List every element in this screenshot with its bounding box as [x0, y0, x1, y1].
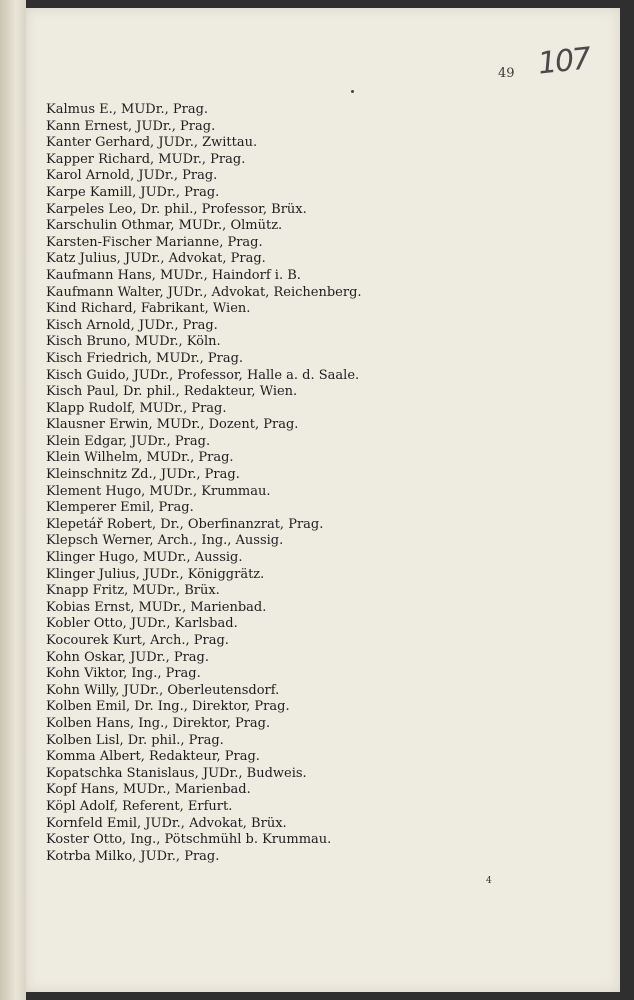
- list-item: Klemperer Emil, Prag.: [46, 500, 194, 516]
- list-item: Kotrba Milko, JUDr., Prag.: [46, 848, 220, 864]
- page-number: 49: [498, 66, 515, 81]
- list-item: Karpe Kamill, JUDr., Prag.: [46, 184, 220, 200]
- list-item: Kisch Bruno, MUDr., Köln.: [46, 334, 221, 350]
- handwritten-number: 107: [536, 41, 591, 82]
- signature-mark: 4: [486, 876, 492, 886]
- list-item: Komma Albert, Redakteur, Prag.: [46, 749, 260, 765]
- list-item: Kaufmann Hans, MUDr., Haindorf i. B.: [46, 267, 301, 283]
- list-item: Kapper Richard, MUDr., Prag.: [46, 151, 246, 167]
- list-item: Kohn Oskar, JUDr., Prag.: [46, 649, 210, 665]
- list-item: Kanter Gerhard, JUDr., Zwittau.: [46, 135, 258, 151]
- list-item: Kleinschnitz Zd., JUDr., Prag.: [46, 467, 240, 483]
- document-page: [26, 8, 620, 992]
- list-item: Kaufmann Walter, JUDr., Advokat, Reichenberg.: [46, 284, 362, 300]
- list-item: Kann Ernest, JUDr., Prag.: [46, 118, 216, 134]
- list-item: Kornfeld Emil, JUDr., Advokat, Brüx.: [46, 815, 287, 831]
- list-item: Kohn Viktor, Ing., Prag.: [46, 666, 201, 682]
- list-item: Klein Wilhelm, MUDr., Prag.: [46, 450, 234, 466]
- list-item: Kobler Otto, JUDr., Karlsbad.: [46, 616, 238, 632]
- list-item: Kolben Emil, Dr. Ing., Direktor, Prag.: [46, 699, 290, 715]
- list-item: Kopatschka Stanislaus, JUDr., Budweis.: [46, 765, 307, 781]
- list-item: Köpl Adolf, Referent, Erfurt.: [46, 798, 233, 814]
- list-item: Karschulin Othmar, MUDr., Olmütz.: [46, 218, 283, 234]
- list-item: Kobias Ernst, MUDr., Marienbad.: [46, 599, 267, 615]
- list-item: Knapp Fritz, MUDr., Brüx.: [46, 583, 220, 599]
- list-item: Klein Edgar, JUDr., Prag.: [46, 433, 211, 449]
- list-item: Kolben Lisl, Dr. phil., Prag.: [46, 732, 224, 748]
- list-item: Karsten-Fischer Marianne, Prag.: [46, 234, 263, 250]
- list-item: Kalmus E., MUDr., Prag.: [46, 102, 209, 117]
- list-item: Kocourek Kurt, Arch., Prag.: [46, 633, 229, 648]
- list-item: Klement Hugo, MUDr., Krummau.: [46, 483, 271, 499]
- list-item: Kisch Friedrich, MUDr., Prag.: [46, 350, 244, 366]
- list-item: Kopf Hans, MUDr., Marienbad.: [46, 782, 251, 798]
- list-item: Karol Arnold, JUDr., Prag.: [46, 168, 218, 184]
- page-edge: [0, 0, 26, 1000]
- list-item: Koster Otto, Ing., Pötschmühl b. Krummau.: [46, 832, 332, 848]
- list-item: Klinger Julius, JUDr., Königgrätz.: [46, 566, 265, 582]
- list-item: Kisch Guido, JUDr., Professor, Halle a. d. Saale.: [46, 367, 360, 383]
- list-item: Klausner Erwin, MUDr., Dozent, Prag.: [46, 417, 299, 433]
- list-item: Klinger Hugo, MUDr., Aussig.: [46, 550, 243, 566]
- list-item: Klapp Rudolf, MUDr., Prag.: [46, 400, 227, 416]
- member-list: [46, 102, 606, 865]
- ink-dot: [351, 90, 354, 93]
- list-item: Kohn Willy, JUDr., Oberleutensdorf.: [46, 682, 280, 698]
- list-item: Kolben Hans, Ing., Direktor, Prag.: [46, 715, 271, 731]
- list-item: Klepetář Robert, Dr., Oberfinanzrat, Prag.: [46, 516, 324, 532]
- list-item: Kind Richard, Fabrikant, Wien.: [46, 301, 251, 317]
- list-item: Katz Julius, JUDr., Advokat, Prag.: [46, 251, 266, 267]
- list-item: Kisch Paul, Dr. phil., Redakteur, Wien.: [46, 384, 298, 400]
- list-item: Kisch Arnold, JUDr., Prag.: [46, 317, 218, 333]
- list-item: Klepsch Werner, Arch., Ing., Aussig.: [46, 533, 284, 549]
- list-item: Karpeles Leo, Dr. phil., Professor, Brüx.: [46, 201, 307, 217]
